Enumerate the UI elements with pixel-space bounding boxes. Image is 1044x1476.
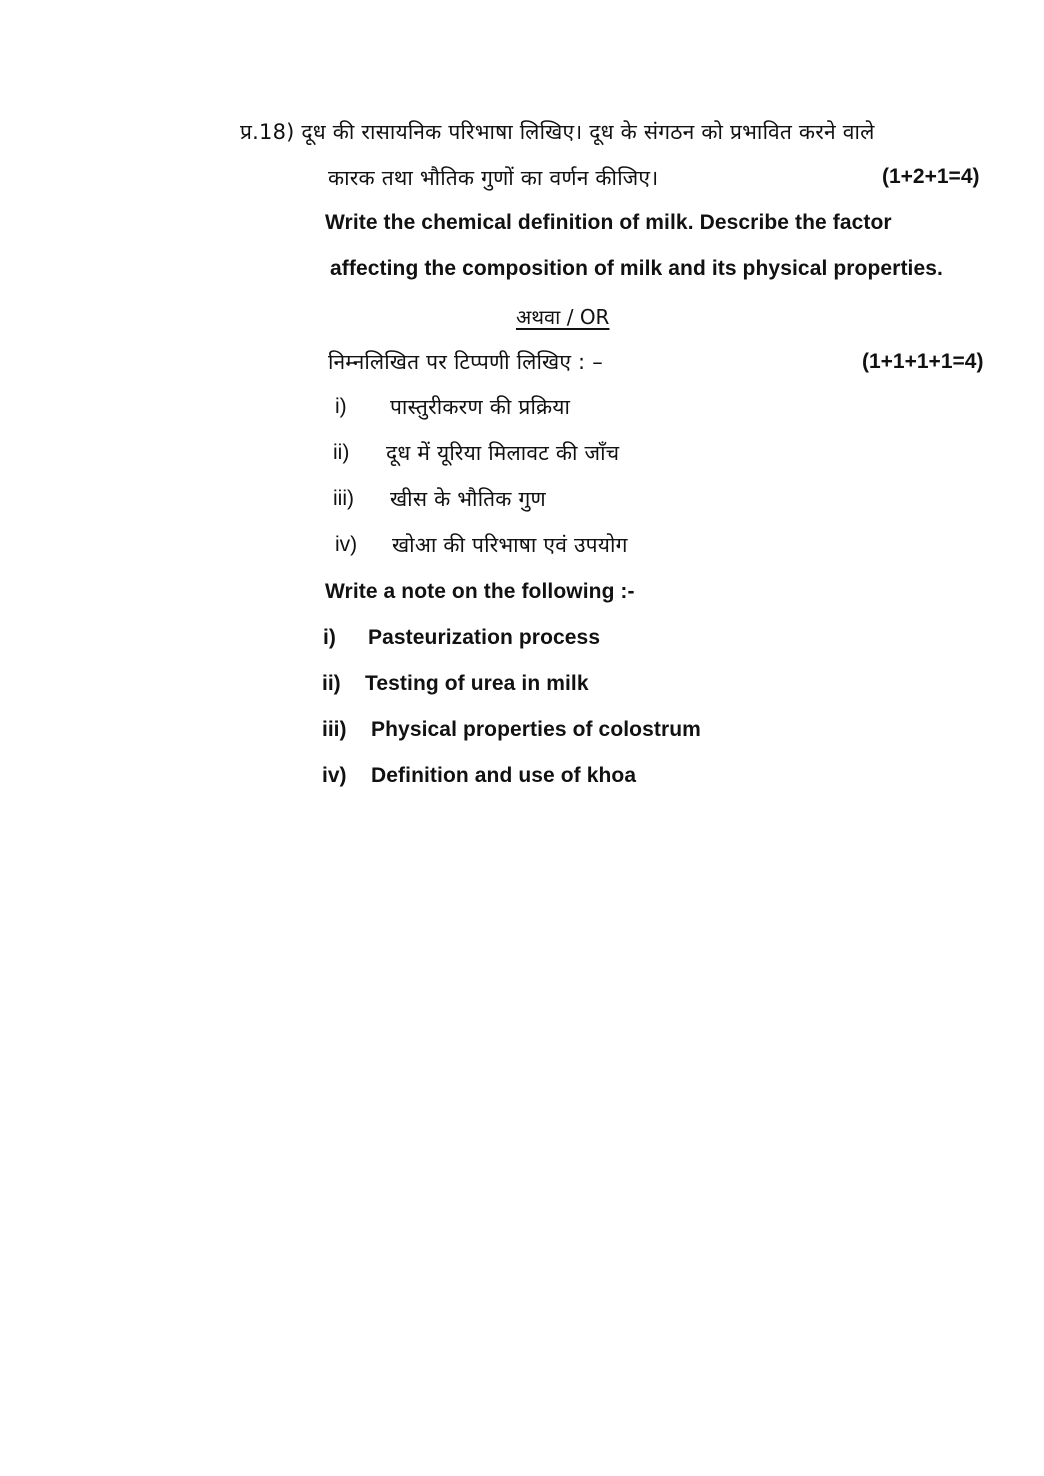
english-item-number: iii) — [322, 718, 347, 741]
english-item-text: Definition and use of khoa — [371, 764, 637, 787]
english-item-text: Physical properties of colostrum — [371, 718, 701, 741]
hindi-item-number: i) — [335, 395, 347, 418]
question-hindi-line2: कारक तथा भौतिक गुणों का वर्णन कीजिए। — [328, 166, 659, 190]
question-english-line1: Write the chemical definition of milk. Describe the factor — [325, 211, 892, 234]
english-item-text: Pasteurization process — [368, 626, 601, 649]
question-marks: (1+2+1=4) — [882, 165, 980, 188]
english-item-number: ii) — [322, 672, 341, 695]
hindi-item-text: खीस के भौतिक गुण — [390, 487, 546, 511]
hindi-item-number: iii) — [333, 487, 354, 510]
english-item-number: i) — [323, 626, 336, 649]
hindi-item-text: दूध में यूरिया मिलावट की जाँच — [386, 441, 620, 465]
hindi-item-text: खोआ की परिभाषा एवं उपयोग — [392, 533, 628, 557]
hindi-item-number: iv) — [335, 533, 358, 556]
alternative-hindi-prompt: निम्नलिखित पर टिप्पणी लिखिए : – — [328, 350, 603, 374]
or-separator: अथवा / OR — [516, 305, 610, 329]
question-english-line2: affecting the composition of milk and its physical properties. — [330, 257, 943, 280]
alternative-marks: (1+1+1+1=4) — [862, 350, 984, 373]
hindi-item-text: पास्तुरीकरण की प्रक्रिया — [390, 395, 571, 419]
english-item-number: iv) — [322, 764, 347, 787]
english-item-text: Testing of urea in milk — [365, 672, 589, 695]
alternative-english-prompt: Write a note on the following :- — [325, 580, 635, 603]
hindi-item-number: ii) — [333, 441, 350, 464]
question-hindi-line1: प्र.18) दूध की रासायनिक परिभाषा लिखिए। दूध के संगठन को प्रभावित करने वाले — [240, 120, 875, 144]
